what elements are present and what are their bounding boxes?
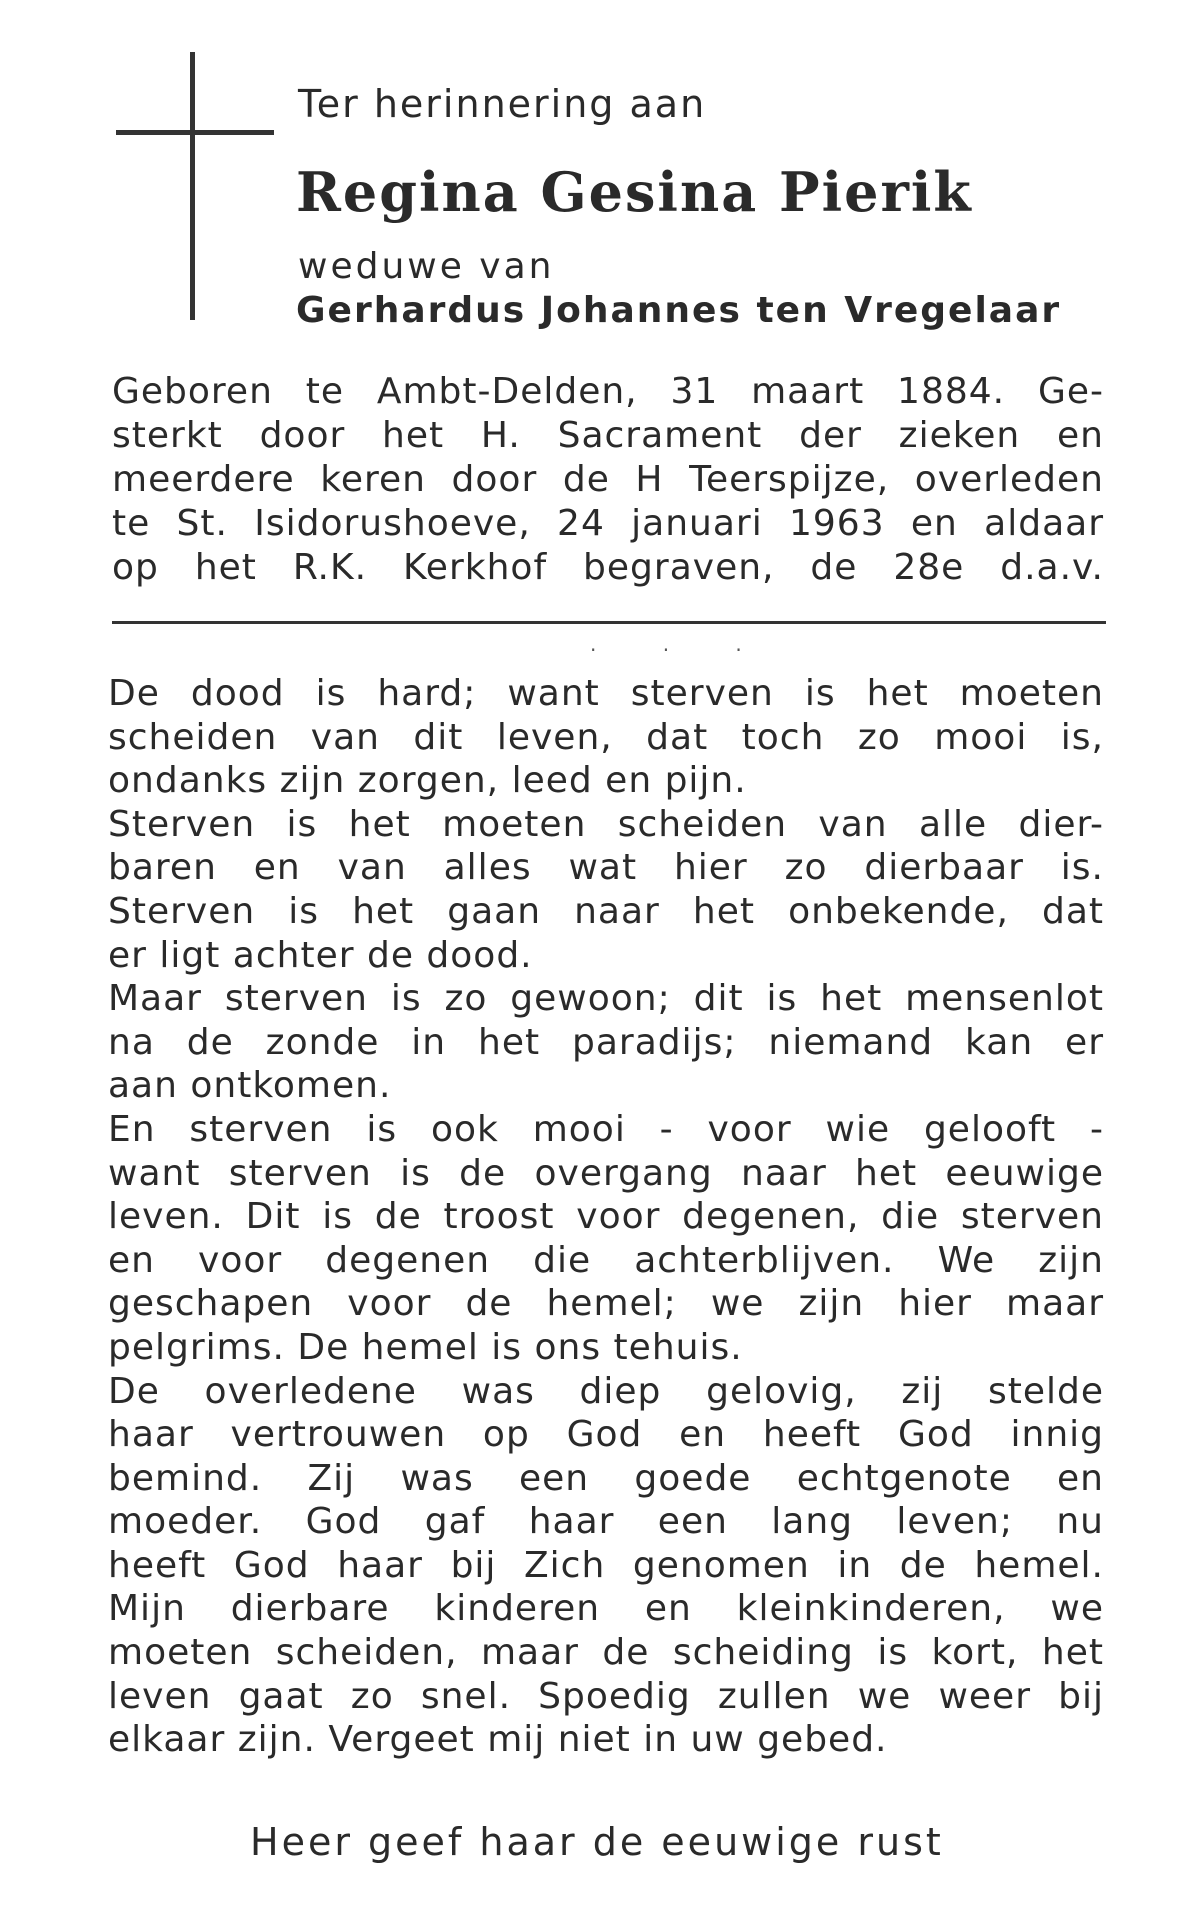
- poem-line: geschapen voor de hemel; we zijn hier maar: [108, 1283, 1104, 1325]
- poem-line: Maar sterven is zo gewoon; dit is het mensenlot: [108, 978, 1104, 1020]
- poem-line: leven gaat zo snel. Spoedig zullen we weer bij: [108, 1675, 1104, 1717]
- biography-line: te St. Isidorushoeve, 24 januari 1963 en aldaar: [112, 503, 1104, 544]
- divider-line: [112, 621, 1106, 624]
- closing-prayer: Heer geef haar de eeuwige rust: [250, 1820, 944, 1864]
- cross-icon-bar: [116, 130, 274, 135]
- biography-line: meerdere keren door de H Teerspijze, overleden: [112, 459, 1104, 500]
- spouse-name: Gerhardus Johannes ten Vregelaar: [296, 290, 1062, 331]
- poem-line: Mijn dierbare kinderen en kleinkinderen, we: [108, 1588, 1104, 1630]
- poem-line: ondanks zijn zorgen, leed en pijn.: [108, 760, 747, 802]
- poem-line: moeder. God gaf haar een lang leven; nu: [108, 1501, 1104, 1543]
- divider-dots: . . .: [590, 632, 772, 656]
- biography-line: op het R.K. Kerkhof begraven, de 28e d.a.v.: [112, 547, 1104, 588]
- poem-line: moeten scheiden, maar de scheiding is kort, het: [108, 1632, 1104, 1674]
- deceased-name: Regina Gesina Pierik: [296, 160, 973, 224]
- poem-line: haar vertrouwen op God en heeft God innig: [108, 1414, 1104, 1456]
- poem-line: leven. Dit is de troost voor degenen, die sterven: [108, 1196, 1104, 1238]
- poem-line: en voor degenen die achterblijven. We zijn: [108, 1239, 1104, 1281]
- poem: [108, 672, 1104, 1762]
- intro-text: Ter herinnering aan: [298, 82, 707, 126]
- poem-line: er ligt achter de dood.: [108, 934, 533, 976]
- poem-line: De dood is hard; want sterven is het moeten: [108, 673, 1104, 714]
- poem-line: Sterven is het moeten scheiden van alle dier-: [108, 803, 1104, 845]
- poem-line: elkaar zijn. Vergeet mij niet in uw gebed.: [108, 1719, 888, 1761]
- biography-line: sterkt door het H. Sacrament der zieken en: [112, 415, 1104, 456]
- poem-line: want sterven is de overgang naar het eeuwige: [108, 1152, 1104, 1194]
- biography-line: Geboren te Ambt-Delden, 31 maart 1884. Ge-: [112, 371, 1104, 412]
- biography: [112, 370, 1104, 590]
- poem-line: Sterven is het gaan naar het onbekende, dat: [108, 890, 1104, 932]
- poem-line: pelgrims. De hemel is ons tehuis.: [108, 1326, 743, 1368]
- poem-line: bemind. Zij was een goede echtgenote en: [108, 1457, 1104, 1499]
- poem-line: heeft God haar bij Zich genomen in de hemel.: [108, 1544, 1104, 1586]
- cross-icon: [190, 52, 195, 320]
- widow-label: weduwe van: [298, 246, 555, 287]
- poem-line: En sterven is ook mooi - voor wie gelooft -: [108, 1108, 1104, 1150]
- poem-line: scheiden van dit leven, dat toch zo mooi is,: [108, 716, 1104, 758]
- poem-line: aan ontkomen.: [108, 1065, 392, 1107]
- poem-line: De overledene was diep gelovig, zij stelde: [108, 1370, 1104, 1412]
- poem-line: baren en van alles wat hier zo dierbaar is.: [108, 847, 1104, 889]
- poem-line: na de zonde in het paradijs; niemand kan er: [108, 1021, 1104, 1063]
